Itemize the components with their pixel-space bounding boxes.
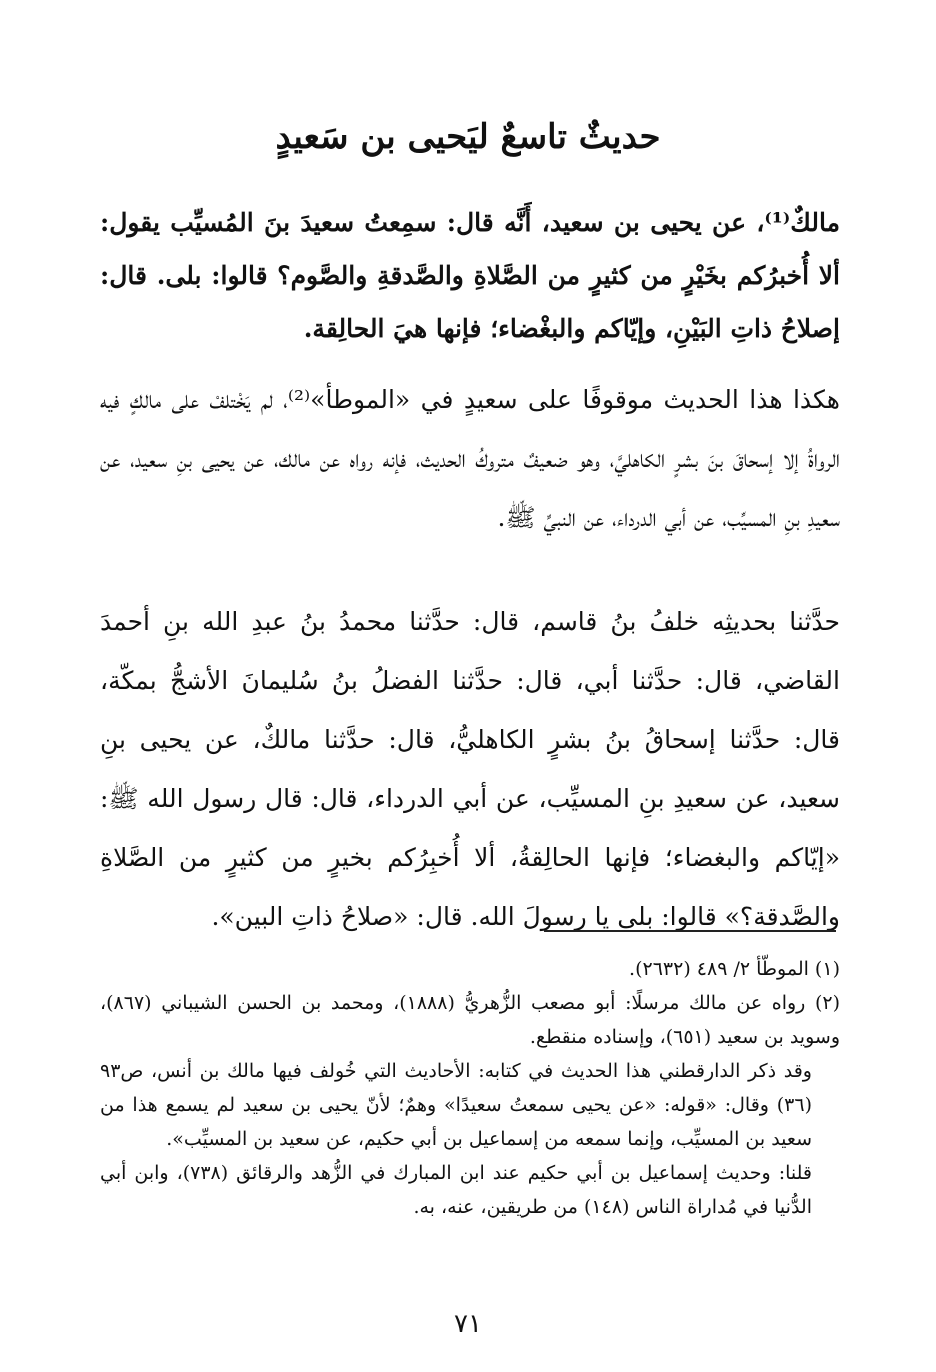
- footnotes-section: [100, 952, 840, 1224]
- paragraph-text: هكذا هذا الحديث موقوفًا على سعيدٍ في «الموطأ»⁽²⁾، لم يَخْتلفْ على مالكٍ فيه الرواةُ إلا إسحاقَ بنَ بشرٍ الكاهليَّ، وهو ضعيفٌ متروكُ الحديث، فإنه رواه عن مالك، عن يحيى بنِ سعيد، عن سعيدِ بنِ المسيِّب، عن أبي الدرداء، عن النبيِّ ﷺ.: [100, 385, 840, 532]
- footnote-2-continuation: وقد ذكر الدارقطني هذا الحديث في كتابه: الأحاديث التي خُولف فيها مالك بن أنس، ص٩٣ (٣٦) وقال: «قوله: «عن يحيى سمعتُ سعيدًا» وهمٌ؛ لأنّ يحيى بن سعيد لم يسمع هذا من سعيد بن المسيِّب، وإنما سمعه من إسماعيل بن أبي حكيم، عن سعيد بن المسيِّب».: [100, 1060, 812, 1150]
- hadith-title: حديثٌ تاسعٌ ليَحيى بن سَعيدٍ: [275, 117, 661, 157]
- paragraph-text: مالكٌ⁽¹⁾، عن يحيى بن سعيد، أَنَّه قال: سمِعتُ سعيدَ بنَ المُسيِّب يقول: ألا أُخبرُكم بخَيْرٍ من كثيرٍ من الصَّلاةِ والصَّدقةِ والصَّوم؟ قالوا: بلى. قال: إصلاحُ ذاتِ البَيْنِ، وإيّاكم والبغْضاء؛ فإنها هيَ الحالِقة.: [100, 208, 840, 343]
- footnote-2: (٢) رواه عن مالك مرسلًا: أبو مصعب الزُّهريُّ (١٨٨٨)، ومحمد بن الحسن الشيباني (٨٦٧)، وسويد بن سعيد (٦٥١)، وإسناده منقطع.: [100, 992, 841, 1048]
- isnad-paragraph: [100, 592, 840, 946]
- commentary-paragraph: [100, 370, 840, 547]
- footnote-separator: [544, 930, 836, 932]
- hadith-text-paragraph: [100, 196, 840, 355]
- paragraph-text: حدَّثنا بحديثِه خلفُ بنُ قاسم، قال: حدَّثنا محمدُ بنُ عبدِ الله بنِ أحمدَ القاضي، قال: حدَّثنا أبي، قال: حدَّثنا الفضلُ بنُ سُليمانَ الأشجُّ بمكّة، قال: حدَّثنا إسحاقُ بنُ بشرٍ الكاهليُّ، قال: حدَّثنا مالكٌ، عن يحيى بنِ سعيد، عن سعيدِ بنِ المسيِّب، عن أبي الدرداء، قال: قال رسول الله ﷺ: «إيّاكم والبغضاء؛ فإنها الحالِقةُ، ألا أُخبِرُكم بخيرٍ من كثيرٍ من الصَّلاةِ والصَّدقة؟» قالوا: بلى يا رسولَ الله. قال: «صلاحُ ذاتِ البين».: [100, 607, 840, 931]
- footnote-1: (١) الموطّأ ٢/ ٤٨٩ (٢٦٣٢).: [629, 958, 840, 980]
- page-number: ٧١: [454, 1309, 482, 1339]
- footnote-2-note: قلنا: وحديث إسماعيل بن أبي حكيم عند ابن المبارك في الزُّهد والرقائق (٧٣٨)، وابن أبي الدُّنيا في مُداراة الناس (١٤٨) من طريقين، عنه، به.: [100, 1162, 812, 1218]
